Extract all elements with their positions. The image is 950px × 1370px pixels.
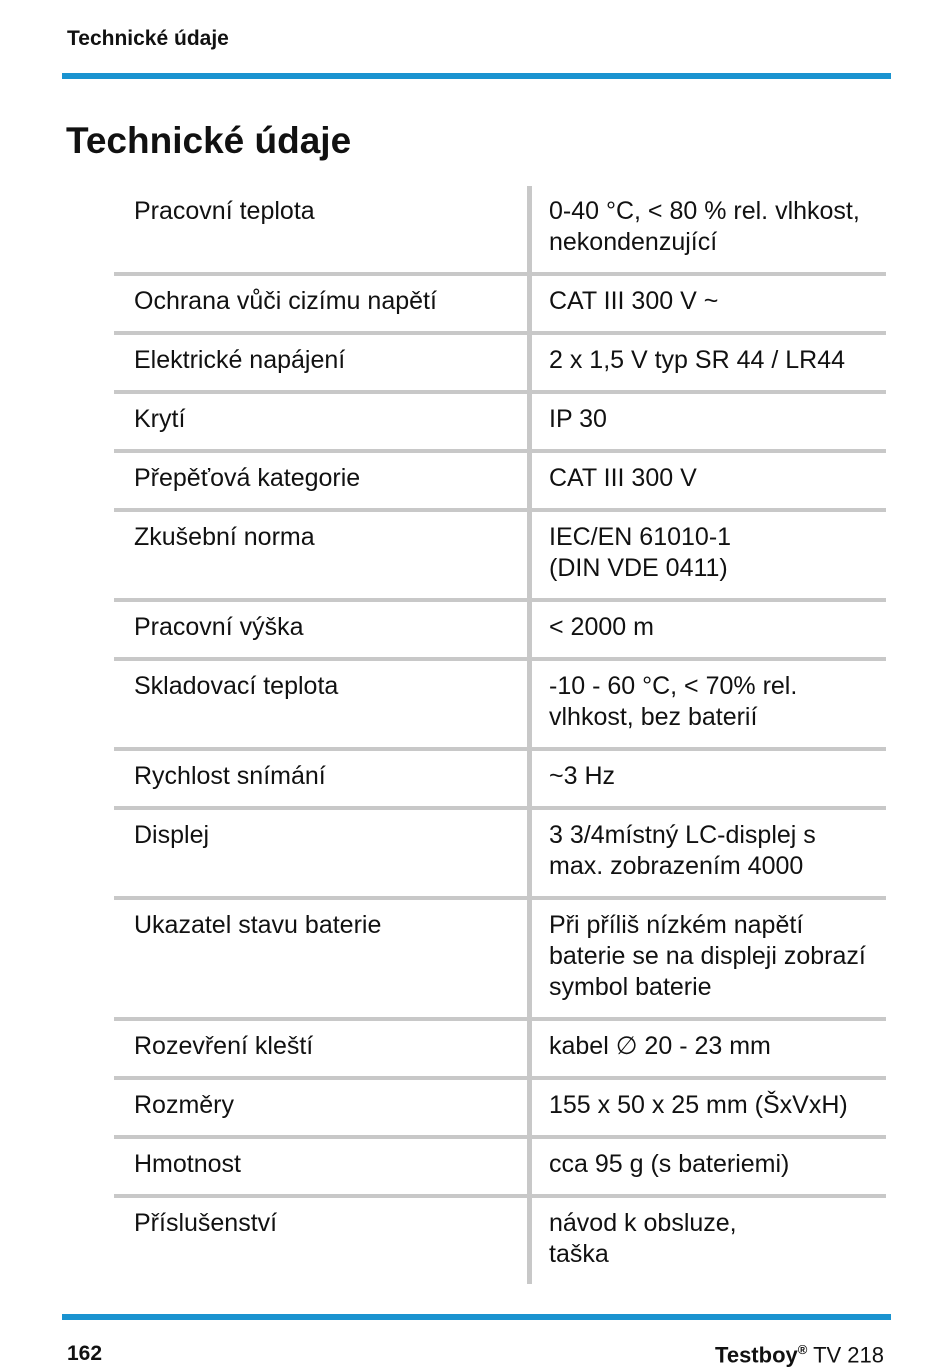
spec-value-line: IP 30 [549,405,607,433]
spec-value-line: CAT III 300 V [549,464,697,492]
spec-label: Krytí [114,392,530,451]
header-rule [62,73,891,79]
spec-value [530,898,887,1019]
spec-row [114,274,886,333]
page-number: 162 [67,1342,103,1365]
spec-row [114,1137,886,1196]
spec-value-line: (DIN VDE 0411) [549,554,728,582]
spec-value [530,749,887,808]
spec-value [530,1078,887,1137]
spec-row [114,600,886,659]
spec-row [114,1196,886,1284]
spec-value [530,510,887,600]
spec-value-line: baterie se na displeji zobrazí [549,942,866,970]
spec-value-line: 2 x 1,5 V typ SR 44 / LR44 [549,346,845,374]
spec-value-line: 155 x 50 x 25 mm (ŠxVxH) [549,1091,848,1119]
spec-label: Rozměry [114,1078,530,1137]
spec-value-line: návod k obsluze, [549,1209,737,1237]
spec-value [530,1137,887,1196]
spec-table [114,186,886,1284]
spec-value-line: ~3 Hz [549,762,616,790]
spec-label: Rozevření kleští [114,1019,530,1078]
spec-value-line: 0-40 °C, < 80 % rel. vlhkost, [549,197,860,225]
spec-value-line: taška [549,1240,609,1268]
page-title: Technické údaje [66,120,352,161]
spec-value-line: symbol baterie [549,973,712,1001]
spec-label: Elektrické napájení [114,333,530,392]
spec-value [530,659,887,749]
spec-value [530,600,887,659]
spec-value-line: < 2000 m [549,613,654,641]
spec-label: Příslušenství [114,1196,530,1284]
spec-value [530,1196,887,1284]
model-name: TV 218 [813,1342,884,1368]
spec-value-line: CAT III 300 V ~ [549,287,719,315]
registered-mark: ® [797,1342,808,1357]
spec-label: Zkušební norma [114,510,530,600]
spec-row [114,1078,886,1137]
spec-label: Přepěťová kategorie [114,451,530,510]
brand-name: Testboy [715,1342,798,1368]
spec-value-line: IEC/EN 61010-1 [549,523,732,551]
spec-label: Pracovní teplota [114,186,530,274]
spec-label: Displej [114,808,530,898]
spec-label: Hmotnost [114,1137,530,1196]
footer-brand [715,1342,884,1368]
spec-value-line: Při příliš nízkém napětí [549,911,804,939]
spec-row [114,451,886,510]
spec-value-line: 3 3/4místný LC-displej s [549,821,816,849]
spec-value-line: vlhkost, bez baterií [549,703,758,731]
spec-row [114,186,886,274]
spec-row [114,392,886,451]
spec-row [114,333,886,392]
spec-value [530,274,887,333]
spec-label: Rychlost snímání [114,749,530,808]
spec-value-line: kabel ∅ 20 - 23 mm [549,1032,771,1060]
spec-value [530,186,887,274]
spec-label: Skladovací teplota [114,659,530,749]
spec-label: Pracovní výška [114,600,530,659]
spec-value-line: cca 95 g (s bateriemi) [549,1150,790,1178]
spec-label: Ochrana vůči cizímu napětí [114,274,530,333]
spec-row [114,898,886,1019]
spec-value-line: -10 - 60 °C, < 70% rel. [549,672,798,700]
spec-value-line: max. zobrazením 4000 [549,852,804,880]
spec-row [114,659,886,749]
spec-value [530,451,887,510]
footer-rule [62,1314,891,1320]
spec-value [530,333,887,392]
spec-label: Ukazatel stavu baterie [114,898,530,1019]
spec-value [530,808,887,898]
spec-row [114,1019,886,1078]
spec-row [114,510,886,600]
spec-value-line: nekondenzující [549,228,718,256]
spec-table-body [114,186,886,1284]
running-header: Technické údaje [67,27,229,50]
spec-value [530,1019,887,1078]
spec-row [114,749,886,808]
spec-value [530,392,887,451]
spec-row [114,808,886,898]
